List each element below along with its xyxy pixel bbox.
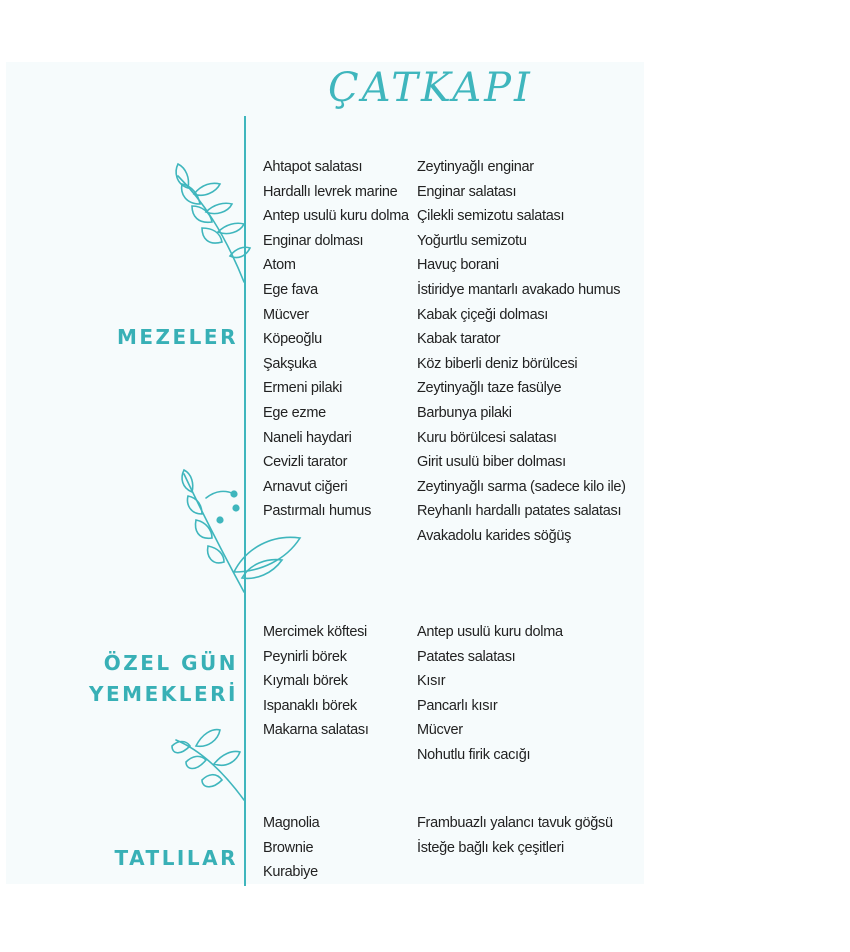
mezeler-left-list	[263, 155, 415, 524]
list-item: Nohutlu firik cacığı	[417, 746, 531, 763]
section-label-ozel-gun-line1: ÖZEL GÜN	[103, 651, 238, 675]
list-item: Girit usulü biber dolması	[417, 454, 566, 471]
list-item: Yoğurtlu semizotu	[417, 232, 527, 249]
list-item: Ege fava	[263, 281, 318, 298]
list-item: Köpeoğlu	[263, 331, 322, 348]
list-item: Antep usulü kuru dolma	[263, 208, 409, 225]
list-item: Kabak tarator	[417, 331, 501, 348]
small-leaf-sprig-icon	[172, 726, 252, 806]
list-item: Çilekli semizotu salatası	[417, 208, 565, 225]
list-item: Köz biberli deniz börülcesi	[417, 355, 578, 372]
list-item: Frambuazlı yalancı tavuk göğsü	[417, 815, 613, 831]
list-item: Havuç borani	[417, 257, 499, 274]
list-item: Ege ezme	[263, 404, 326, 421]
tatlilar-right-list	[417, 811, 645, 860]
list-item: Kıymalı börek	[263, 673, 348, 690]
mezeler-right-list	[417, 155, 645, 549]
list-item: Atom	[263, 257, 296, 274]
list-item: Mücver	[417, 722, 463, 739]
ozel-gun-left-list	[263, 620, 415, 743]
list-item: Kurabiye	[263, 864, 318, 881]
list-item: Kuru börülcesi salatası	[417, 429, 557, 446]
tatlilar-left-list	[263, 811, 415, 885]
list-item: Kısır	[417, 673, 446, 690]
list-item: Ermeni pilaki	[263, 380, 343, 397]
section-label-tatlilar: TATLILAR	[114, 846, 238, 870]
list-item: Mercimek köftesi	[263, 624, 367, 640]
list-item: İsteğe bağlı kek çeşitleri	[417, 839, 564, 856]
list-item: Şakşuka	[263, 355, 317, 372]
list-item: Hardallı levrek marine	[263, 183, 398, 200]
list-item: Pancarlı kısır	[417, 697, 498, 714]
list-item: Antep usulü kuru dolma	[417, 624, 563, 640]
list-item: Pastırmalı humus	[263, 503, 372, 520]
list-item: Makarna salatası	[263, 722, 369, 739]
list-item: İstiridye mantarlı avakado humus	[417, 281, 621, 298]
list-item: Ispanaklı börek	[263, 697, 357, 714]
list-item: Reyhanlı hardallı patates salatası	[417, 503, 622, 520]
list-item: Enginar dolması	[263, 232, 364, 249]
section-label-ozel-gun-line2: YEMEKLERİ	[89, 682, 238, 706]
leaf-sprig-icon	[172, 160, 252, 290]
list-item: Enginar salatası	[417, 183, 517, 200]
section-label-mezeler: MEZELER	[116, 325, 238, 349]
list-item: Cevizli tarator	[263, 454, 348, 471]
list-item: Magnolia	[263, 815, 320, 831]
list-item: Zeytinyağlı taze fasülye	[417, 380, 562, 397]
list-item: Arnavut ciğeri	[263, 478, 348, 495]
list-item: Zeytinyağlı sarma (sadece kilo ile)	[417, 478, 626, 495]
list-item: Peynirli börek	[263, 648, 347, 665]
list-item: Naneli haydari	[263, 429, 352, 446]
list-item: Mücver	[263, 306, 309, 323]
list-item: Brownie	[263, 839, 314, 856]
list-item: Zeytinyağlı enginar	[417, 159, 534, 175]
list-item: Barbunya pilaki	[417, 404, 512, 421]
ozel-gun-right-list	[417, 620, 645, 768]
menu-title: ÇATKAPI	[328, 65, 533, 111]
list-item: Ahtapot salatası	[263, 159, 363, 175]
list-item: Patates salatası	[417, 648, 516, 665]
list-item: Avakadolu karides söğüş	[417, 527, 572, 544]
list-item: Kabak çiçeği dolması	[417, 306, 549, 323]
